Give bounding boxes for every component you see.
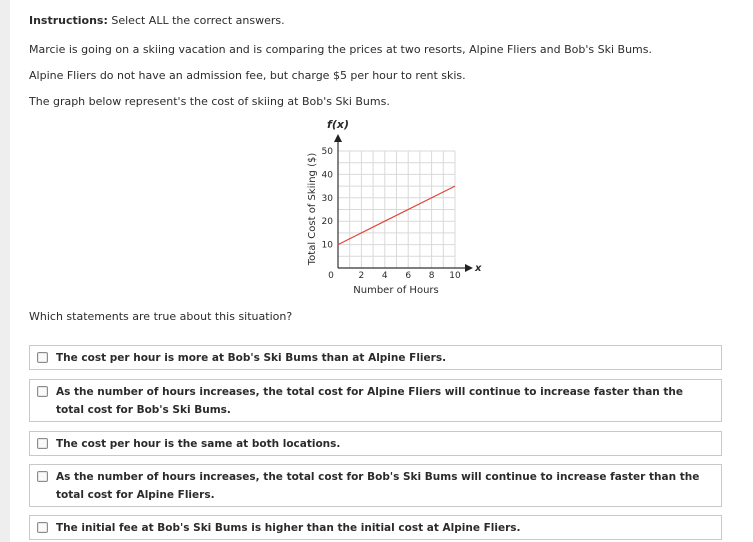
x-tick-label: 2 [358, 271, 365, 281]
x-axis-arrow [465, 264, 473, 272]
x-tick-label: 8 [428, 271, 435, 281]
choice-5-checkbox[interactable] [37, 522, 48, 533]
choice-1-text: The cost per hour is more at Bob's Ski Bums than at Alpine Fliers. [56, 352, 447, 364]
choice-2[interactable] [29, 379, 722, 422]
y-axis-label: Total Cost of Skiing ($) [307, 152, 318, 266]
chart-ticks [322, 147, 461, 281]
x-tick-label: 6 [405, 271, 412, 281]
page-left-margin [0, 0, 10, 542]
cost-graph [300, 114, 490, 299]
y-tick-label: 30 [321, 193, 333, 204]
question-text: Which statements are true about this situation? [29, 310, 293, 323]
chart-title: f(x) [327, 118, 349, 131]
origin-label: 0 [328, 271, 334, 281]
y-axis-arrow [334, 134, 342, 142]
choice-4[interactable] [29, 464, 722, 507]
choice-5[interactable] [29, 515, 722, 540]
problem-line-2: Alpine Fliers do not have an admission fee, but charge $5 per hour to rent skis. [29, 69, 466, 82]
choice-2-text: As the number of hours increases, the total cost for Alpine Fliers will continue to increase faster than the total cost for Bob's Ski Bums. [56, 386, 684, 416]
problem-line-1: Marcie is going on a skiing vacation and is comparing the prices at two resorts, Alpine Fliers and Bob's Ski Bums. [29, 43, 652, 56]
choice-3[interactable] [29, 431, 722, 456]
choice-3-text: The cost per hour is the same at both locations. [56, 438, 341, 450]
choice-4-checkbox[interactable] [37, 471, 48, 482]
y-tick-label: 10 [321, 240, 333, 251]
instructions-label: Instructions: [29, 14, 108, 27]
x-tick-label: 10 [449, 271, 461, 281]
instructions [29, 14, 285, 28]
y-tick-label: 20 [321, 217, 333, 228]
choice-2-checkbox[interactable] [37, 386, 48, 397]
problem-line-3: The graph below represent's the cost of skiing at Bob's Ski Bums. [29, 95, 390, 108]
x-axis-symbol: x [475, 263, 482, 274]
choice-1-checkbox[interactable] [37, 352, 48, 363]
choice-3-checkbox[interactable] [37, 438, 48, 449]
x-tick-label: 4 [381, 271, 388, 281]
chart-grid [338, 151, 455, 268]
y-tick-label: 50 [321, 147, 333, 157]
chart-axes [334, 134, 473, 272]
y-tick-label: 40 [321, 170, 333, 181]
choice-1[interactable] [29, 345, 722, 370]
x-axis-label: Number of Hours [353, 285, 439, 296]
choice-5-text: The initial fee at Bob's Ski Bums is higher than the initial cost at Alpine Fliers. [56, 522, 521, 534]
choice-4-text: As the number of hours increases, the total cost for Bob's Ski Bums will continue to increase faster than the total cost for Alpine Fliers. [56, 471, 700, 501]
instructions-text: Select ALL the correct answers. [111, 14, 285, 27]
